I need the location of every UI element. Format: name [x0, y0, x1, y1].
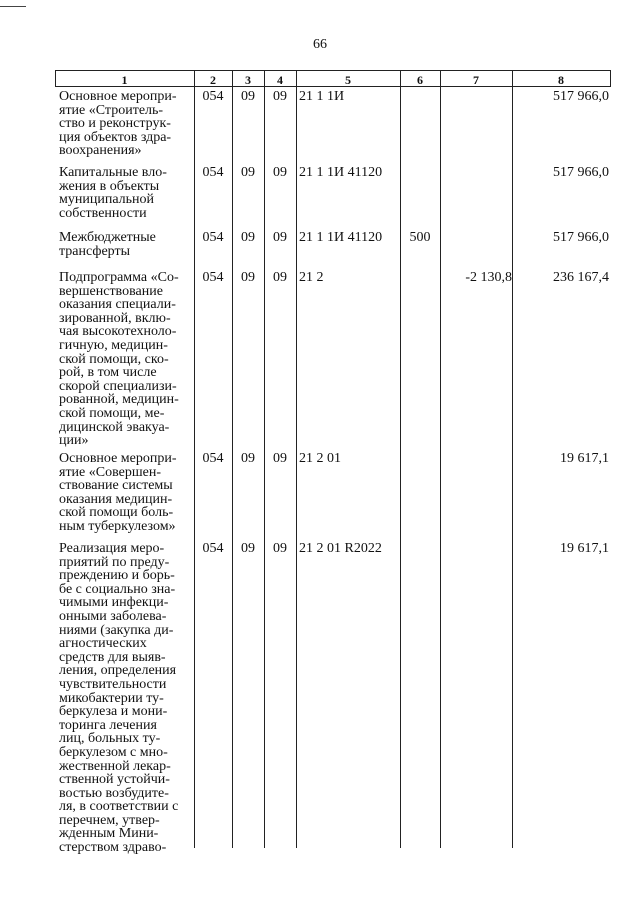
row-2-amount: 517 966,0 [553, 165, 609, 180]
row-3-section: 09 [241, 230, 255, 245]
row-5-subsection: 09 [273, 451, 287, 466]
row-5-target-item: 21 2 01 [299, 451, 341, 466]
header-col-5: 5 [345, 73, 351, 87]
row-4-subsection: 09 [273, 270, 287, 285]
col-divider-5 [400, 70, 401, 848]
row-2-description: Капитальные вло- жения в объекты муниципальной собственности [59, 165, 167, 221]
row-5-section: 09 [241, 451, 255, 466]
row-3-target-item: 21 1 1И 41120 [299, 230, 383, 245]
row-3-description: Межбюджетные трансферты [59, 230, 156, 259]
page-number: 66 [313, 37, 327, 52]
row-1-section: 09 [241, 89, 255, 104]
header-col-6: 6 [417, 73, 423, 87]
header-col-3: 3 [245, 73, 251, 87]
row-6-section: 09 [241, 541, 255, 556]
header-col-4: 4 [277, 73, 283, 87]
row-4-section: 09 [241, 270, 255, 285]
header-col-7: 7 [473, 73, 479, 87]
row-3-ministry-code: 054 [202, 230, 224, 245]
row-2-ministry-code: 054 [202, 165, 224, 180]
row-5-description: Основное меропри- ятие «Совершен- ствование системы оказания медицин- ской помощи боль- ным туберкулезом» [59, 451, 177, 534]
row-4-change: -2 130,8 [465, 270, 512, 285]
row-3-amount: 517 966,0 [553, 230, 609, 245]
row-4-ministry-code: 054 [202, 270, 224, 285]
row-5-ministry-code: 054 [202, 451, 224, 466]
table-right-border [610, 70, 611, 87]
row-6-amount: 19 617,1 [560, 541, 609, 556]
row-5-amount: 19 617,1 [560, 451, 609, 466]
row-4-description: Подпрограмма «Со- вершенствование оказания специали- зированной, вклю- чая высокотехноло- гичную, медицин- ской помощи, ско- рой, в том числе скорой специализи- рованной, медицин- ской помощи, ме- дицинской эвакуа- ции» [59, 270, 179, 449]
scan-corner-mark [0, 0, 26, 7]
row-2-target-item: 21 1 1И 41120 [299, 165, 383, 180]
col-divider-4 [296, 70, 297, 848]
row-1-description: Основное меропри- ятие «Строитель- ство и реконструк- ция объектов здра- воохранения» [59, 89, 177, 159]
row-2-subsection: 09 [273, 165, 287, 180]
row-3-subsection: 09 [273, 230, 287, 245]
row-6-target-item: 21 2 01 R2022 [299, 541, 382, 556]
row-1-amount: 517 966,0 [553, 89, 609, 104]
header-col-1: 1 [121, 73, 128, 87]
row-6-subsection: 09 [273, 541, 287, 556]
col-divider-6 [440, 70, 441, 848]
header-col-2: 2 [210, 73, 216, 87]
row-6-ministry-code: 054 [202, 541, 224, 556]
row-1-ministry-code: 054 [202, 89, 224, 104]
row-4-amount: 236 167,4 [553, 270, 609, 285]
row-3-expense-type: 500 [409, 230, 431, 245]
header-col-8: 8 [558, 73, 564, 87]
row-4-target-item: 21 2 [299, 270, 324, 285]
row-6-description: Реализация меро- приятий по преду- преждению и борь- бе с социально зна- чимыми инфекци- онными заболева- ниями (закупка ди- агностических средств для выяв- ления, определения чувствительности микобактерии ту- беркулеза и мони- торинга лечения лиц, больных ту- беркулезом с мно- жественной лекар- ственной устойчи- востью возбудите- ля, в соответствии с перечнем, утвер- жденным Мини- стерством здраво- [59, 541, 179, 856]
row-2-section: 09 [241, 165, 255, 180]
row-1-subsection: 09 [273, 89, 287, 104]
table-top-border [55, 70, 611, 71]
row-1-target-item: 21 1 1И [299, 89, 345, 104]
